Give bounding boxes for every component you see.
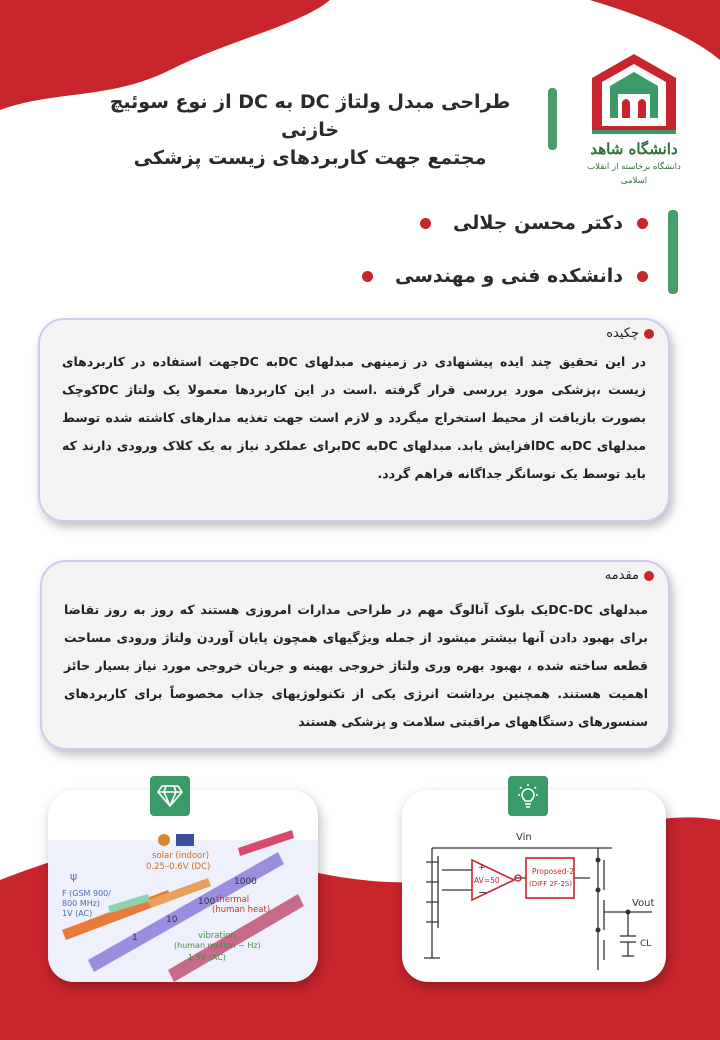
- solar-panel-icon: [176, 834, 194, 846]
- vibration-label-1: vibration: [198, 931, 236, 941]
- vout-label: Vout: [632, 898, 655, 909]
- solar-range: 0.25–0.6V (DC): [146, 862, 211, 872]
- amplifier-gain: AV=50: [474, 876, 500, 885]
- scale-10: 10: [166, 915, 178, 925]
- solar-drop-icon: [158, 834, 170, 846]
- heading-dot-icon: [644, 571, 654, 581]
- intro-text: مبدلهای DC-DCیک بلوک آنالوگ مهم در طراحی مدارات امروزی هستند که روز به روز تقاضا برای بهبود دادن آنها بیشتر میشود از جمله ویژگیهای همچون پایان آوردن ولتاژ ورودی مساحت قطعه ساخته شده ، بهبود بهره وری ولتاژ خروجی بهینه و جریان خروجی مورد نیاز بسیار حائز اهمیت هستند. همچنین برداشت انرژی یکی از تکنولوژیهای جذاب مخصوصاً برای کاربردهای سنسورهای دستگاههای مراقبتی سلامت و پزشکی هستند: [64, 602, 648, 729]
- logo-line-1: دانشگاه شاهد: [590, 140, 678, 158]
- rf-label-2: 800 MHz): [62, 899, 101, 908]
- vibration-label-2: (human motion ~ Hz): [174, 941, 261, 950]
- intro-card: [40, 560, 670, 750]
- title-line-1: طراحی مبدل ولتاژ DC به DC از نوع سوئیچ خازنی: [109, 91, 511, 141]
- authors-accent-bar: [668, 210, 678, 294]
- abstract-text: در این تحقیق چند ایده پیشنهادی در زمینهی مبدلهای DCبه DCجهت استفاده در کاربردهای زیست ،پزشکی مورد بررسی قرار گرفته .است در این کاربردها معمولا یک ولتاژ DCکوچک بصورت بازیافت از محیط استخراج میگردد و لازم است جهت تغذیه مدارهای کاشته شده توسط مبدلهای DCبه DCافزایش یابد. مبدلهای DCبه DCبرای عملکرد نیاز به یک کلاک ورودی دارند که باید توسط یک نوسانگر جداگانه فراهم گردد.: [62, 354, 646, 481]
- university-logo: [588, 52, 680, 136]
- solar-label: solar (indoor): [152, 851, 210, 861]
- block-label-1: Proposed-2: [532, 867, 575, 876]
- scale-1000: 1000: [234, 877, 257, 887]
- rf-label-3: 1V (AC): [62, 909, 93, 918]
- bullet-dot-icon: [362, 271, 373, 282]
- diamond-icon-box: [150, 776, 190, 816]
- energy-harvesting-figure-card: [48, 790, 318, 982]
- abstract-card: [38, 318, 670, 522]
- vin-label: Vin: [516, 832, 532, 843]
- title-line-2: مجتمع جهت کاربردهای زیست پزشکی: [133, 147, 487, 169]
- faculty-item: [362, 265, 648, 287]
- faculty-name: دانشکده فنی و مهندسی: [395, 265, 623, 287]
- author-name-item: [420, 212, 648, 234]
- scale-1: 1: [132, 933, 138, 943]
- abstract-heading-text: چکیده: [606, 326, 639, 341]
- rf-label-1: F (GSM 900/: [62, 889, 111, 898]
- diamond-icon: [157, 785, 183, 807]
- bullet-dot-icon: [420, 218, 431, 229]
- logo-caption: [582, 138, 686, 188]
- bullet-dot-icon: [637, 271, 648, 282]
- thermal-label-2: (human heat): [212, 905, 271, 915]
- abstract-heading: [606, 326, 654, 341]
- page-title: [80, 88, 540, 172]
- author-name: دکتر محسن جلالی: [453, 212, 623, 234]
- vibration-label-3: 1.5V (AC): [188, 953, 226, 962]
- bullet-dot-icon: [637, 218, 648, 229]
- circuit-schematic: [402, 790, 666, 982]
- circuit-figure-card: [402, 790, 666, 982]
- thermal-label-1: thermal: [216, 895, 250, 905]
- intro-heading: [605, 568, 654, 583]
- title-accent-bar: [548, 88, 557, 150]
- block-label-2: (DIFF 2F-2S): [529, 880, 573, 888]
- lightbulb-icon-box: [508, 776, 548, 816]
- svg-text:+: +: [478, 863, 486, 873]
- lightbulb-icon: [515, 783, 541, 809]
- svg-text:−: −: [478, 886, 488, 899]
- cap-label: CL: [640, 939, 652, 949]
- logo-line-2: دانشگاه برخاسته از انقلاب اسلامی: [587, 162, 681, 186]
- energy-harvesting-diagram: [48, 790, 318, 982]
- intro-heading-text: مقدمه: [604, 568, 639, 583]
- antenna-icon: ψ: [70, 870, 78, 883]
- proposed-block: [526, 858, 574, 898]
- scale-100: 100: [198, 897, 216, 907]
- heading-dot-icon: [644, 329, 654, 339]
- top-right-blob: [590, 0, 720, 60]
